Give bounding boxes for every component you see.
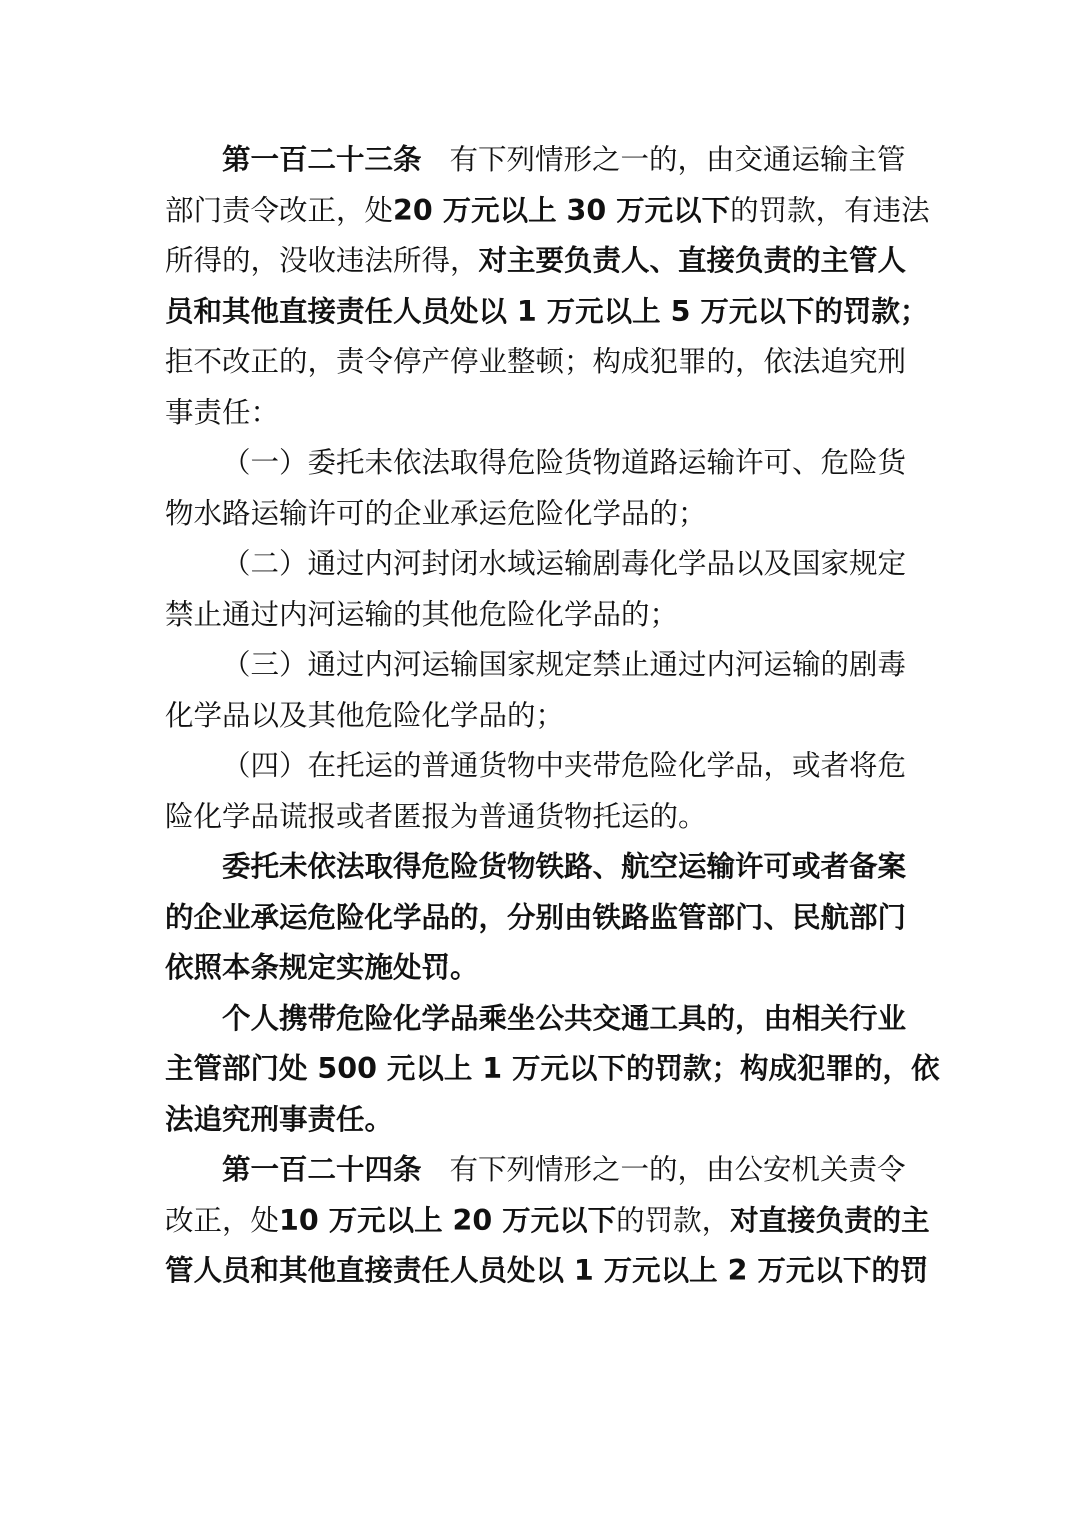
article-123-line-5: 拒不改正的，责令停产停业整顿；构成犯罪的，依法追究刑 [165, 345, 907, 378]
text-span: 部门责令改正，处 [165, 193, 394, 227]
para-2-line-3: 依照本条规定实施处罚。 [165, 951, 479, 984]
bold-text: 对直接负责的主 [730, 1203, 930, 1237]
fine-amount: 20 万元以上 30 万元以下 [393, 193, 731, 227]
text-span: 所得的，没收违法所得， [165, 244, 479, 277]
text-span: 的罚款，有违法 [730, 193, 930, 227]
bold-text: 对主要负责人、直接负责的主管人 [478, 244, 907, 277]
item-3-line-2: 化学品以及其他危险化学品的； [165, 698, 565, 732]
item-1-line-1: （一）委托未依法取得危险货物道路运输许可、危险货 [222, 446, 907, 479]
para-3-line-2: 主管部门处 500 元以上 1 万元以下的罚款；构成犯罪的，依 [165, 1052, 940, 1085]
article-124-line-3: 管人员和其他直接责任人员处以 1 万元以上 2 万元以下的罚 [165, 1254, 929, 1287]
article-124-line-1 [165, 1145, 915, 1196]
item-4-line-1: （四）在托运的普通货物中夹带危险化学品，或者将危 [222, 749, 907, 782]
article-123-line-6: 事责任： [165, 395, 280, 429]
item-1-line-2: 物水路运输许可的企业承运危险化学品的； [165, 496, 707, 530]
para-2-line-1: 委托未依法取得危险货物铁路、航空运输许可或者备案 [222, 850, 907, 883]
text-span: 改正，处 [165, 1203, 280, 1237]
article-123-heading: 第一百二十三条 [222, 143, 422, 176]
para-3-line-3: 法追究刑事责任。 [165, 1102, 394, 1136]
fine-amount: 10 万元以上 20 万元以下 [279, 1203, 617, 1237]
article-123-line-4: 员和其他直接责任人员处以 1 万元以上 5 万元以下的罚款； [165, 294, 929, 328]
article-123-line-1 [165, 135, 915, 186]
para-3-line-1: 个人携带危险化学品乘坐公共交通工具的，由相关行业 [222, 1001, 907, 1035]
article-124-text: 有下列情形之一的，由公安机关责令 [449, 1153, 906, 1186]
item-2-line-1: （二）通过内河封闭水域运输剧毒化学品以及国家规定 [222, 547, 907, 580]
item-4-line-2: 险化学品谎报或者匿报为普通货物托运的。 [165, 799, 707, 833]
article-123-line-3 [165, 236, 915, 287]
article-123-line-2 [165, 186, 930, 237]
article-123-text: 有下列情形之一的，由交通运输主管 [449, 143, 906, 176]
text-span: 的罚款， [616, 1203, 731, 1237]
article-124-heading: 第一百二十四条 [222, 1153, 422, 1186]
item-3-line-1: （三）通过内河运输国家规定禁止通过内河运输的剧毒 [222, 648, 907, 681]
document-page [165, 135, 940, 1297]
para-2-line-2: 的企业承运危险化学品的，分别由铁路监管部门、民航部门 [165, 900, 907, 934]
item-2-line-2: 禁止通过内河运输的其他危险化学品的； [165, 597, 679, 631]
article-124-line-2 [165, 1196, 930, 1247]
